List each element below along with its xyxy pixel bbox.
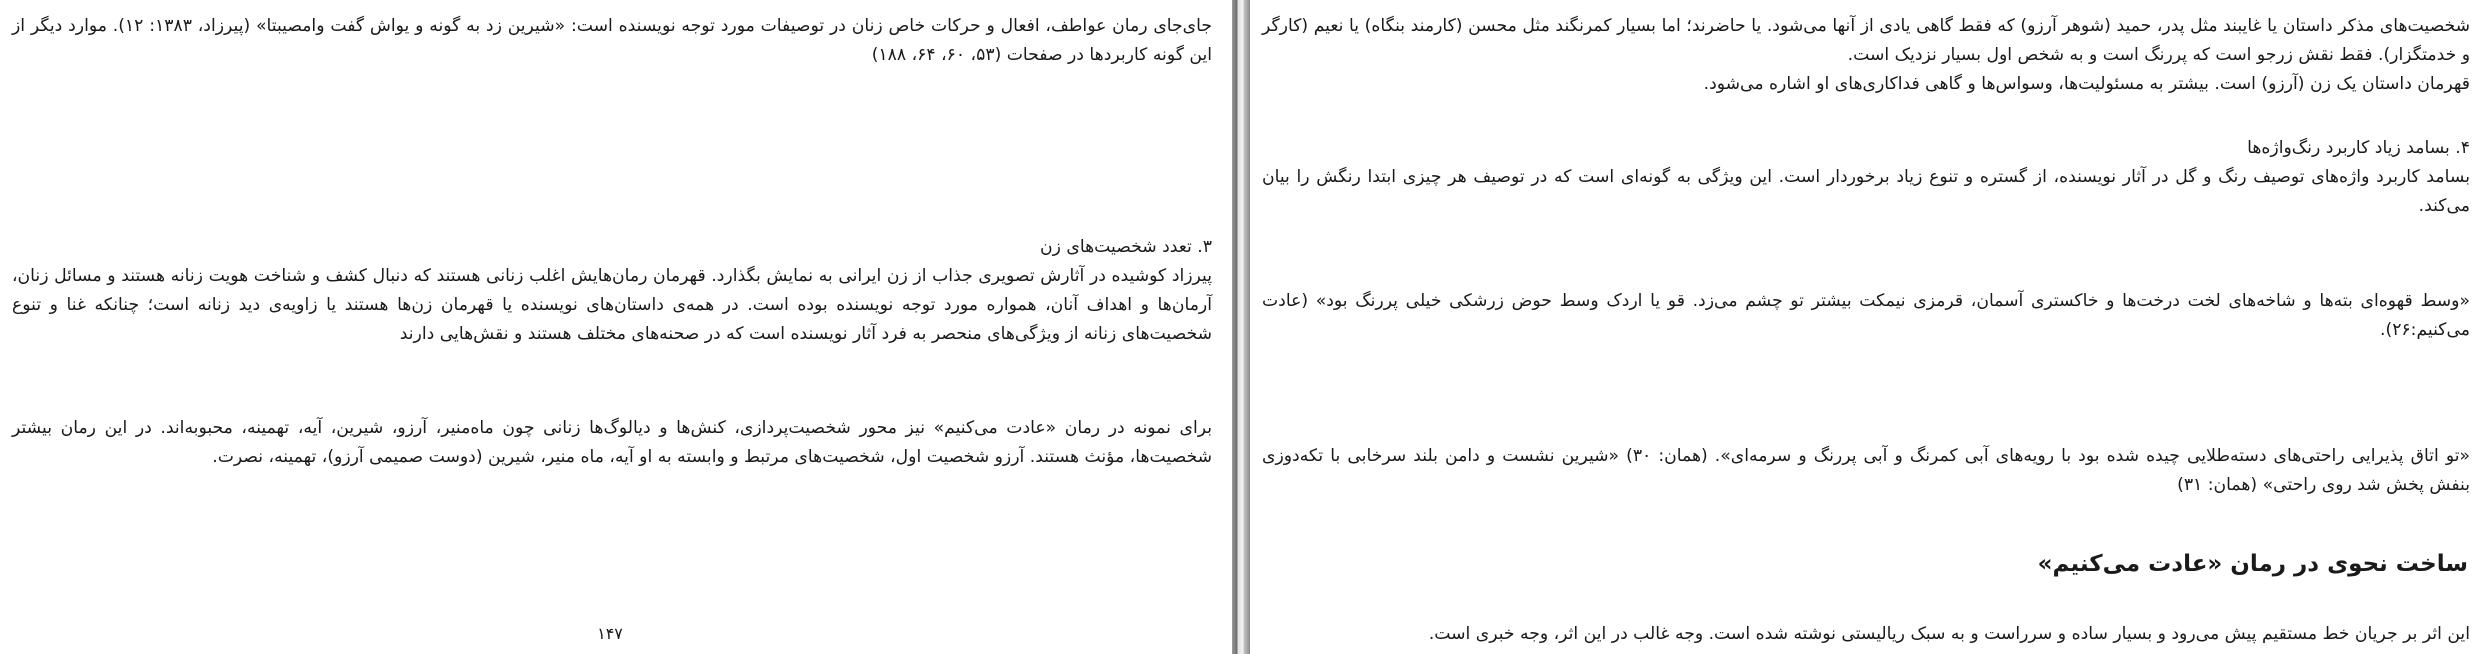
left-page bbox=[0, 0, 1232, 654]
section-title-syntax: ساخت نحوی در رمان «عادت می‌کنیم» bbox=[2037, 551, 2468, 577]
right-paragraph-color-frequency: بسامد کاربرد واژه‌های توصیف رنگ و گل در آثار نویسنده، از گستره و تنوع زیاد برخوردار است. این ویژگی به گونه‌ای است که در توصیف هر چیزی ابتدا رنگش را بیان می‌کند. bbox=[1262, 167, 2470, 216]
right-paragraph-protagonist: قهرمان داستان یک زن (آرزو) است. بیشتر به مسئولیت‌ها، وسواس‌ها و گاهی فداکاری‌های او اشاره می‌شود. bbox=[1703, 74, 2470, 94]
left-heading-female-characters: ۳. تعدد شخصیت‌های زن bbox=[1040, 237, 1212, 257]
page-spread-divider bbox=[1232, 0, 1250, 654]
right-quote-colors-park: «وسط قهوه‌ای بته‌ها و شاخه‌های لخت درخت‌ها و خاکستری آسمان، قرمزی نیمکت بیشتر تو چشم می‌زد. قو یا اردک وسط حوض زرشکی خیلی پررنگ بود» (عادت می‌کنیم:۲۶). bbox=[1262, 291, 2470, 340]
right-page bbox=[1250, 0, 2482, 654]
left-paragraph-example: برای نمونه در رمان «عادت می‌کنیم» نیز محور شخصیت‌پردازی، کنش‌ها و دیالوگ‌ها زنانی چون ماه‌منیر، آرزو، شیرین، آیه، تهمینه، محبوبه‌اند. در این رمان بیشتر شخصیت‌ها، مؤنث هستند. آرزو شخصیت اول، شخصیت‌های مرتبط و وابسته به او آیه، ماه منیر، شیرین (دوست صمیمی آرزو)، تهمینه، نصرت. bbox=[12, 418, 1212, 467]
left-paragraph-emotions: جای‌جای رمان عواطف، افعال و حرکات خاص زنان در توصیفات مورد توجه نویسنده است: «شیرین زد به گونه و یواش گفت وامصیبتا» (پیرزاد، ۱۳۸۳: ۱۲). موارد دیگر از این گونه کاربردها در صفحات (۵۳، ۶۰، ۶۴، ۱۸۸) bbox=[12, 16, 1212, 65]
right-heading-color-words: ۴. بسامد زیاد کاربرد رنگ‌واژه‌ها bbox=[2247, 138, 2470, 158]
page-number: ۱۴۷ bbox=[597, 624, 623, 643]
right-paragraph-syntax: این اثر بر جریان خط مستقیم پیش می‌رود و بسیار ساده و سرراست و به سبک ریالیستی نوشته شده است. وجه غالب در این اثر، وجه خبری است. bbox=[1428, 624, 2470, 644]
right-paragraph-male-characters: شخصیت‌های مذکر داستان یا غایبند مثل پدر، حمید (شوهر آرزو) که فقط گاهی یادی از آنها می‌شود. یا حاضرند؛ اما بسیار کمرنگند مثل محسن (کارمند بنگاه) یا نعیم (کارگر و خدمتگزار). فقط نقش زرجو است که پررنگ است و به شخص اول بسیار نزدیک است. bbox=[1262, 16, 2470, 65]
right-quote-reception-room: «تو اتاق پذیرایی راحتی‌های دسته‌طلایی چیده شده بود با رویه‌های آبی کمرنگ و آبی پررنگ و سرمه‌ای». (همان: ۳۰) «شیرین نشست و دامن بلند سرخابی با تکه‌دوزی بنفش پخش شد روی راحتی» (همان: ۳۱) bbox=[1262, 446, 2470, 495]
left-paragraph-pirzad: پیرزاد کوشیده در آثارش تصویری جذاب از زن ایرانی به نمایش بگذارد. قهرمان رمان‌هایش اغلب زنانی هستند که دنبال کشف و شناخت هویت زنانه هستند و مسائل زنان، آرمان‌ها و اهداف آنان، همواره مورد توجه نویسنده بوده است. در همه‌ی داستان‌های نویسنده یا قهرمان زن‌ها هستند یا زاویه‌ی دید زنانه است؛ چنانکه غنا و تنوع شخصیت‌های زنانه از ویژگی‌های منحصر به فرد آثار نویسنده است که در صحنه‌های مختلف هستند و نقش‌هایی دارند bbox=[12, 266, 1212, 344]
